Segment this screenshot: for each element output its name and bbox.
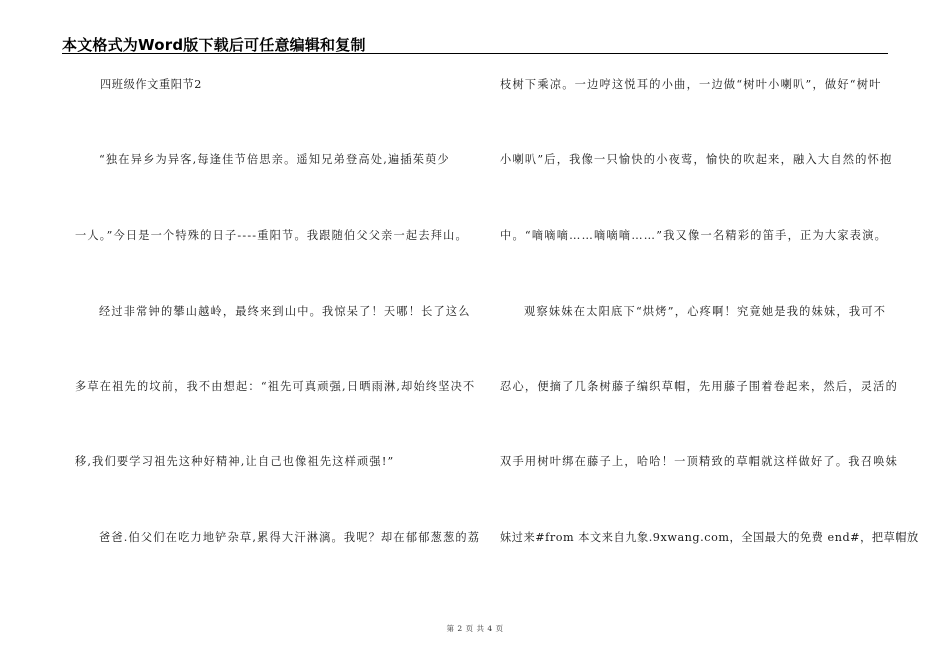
text-line: 移,我们要学习祖先这种好精神,让自己也像祖先这样顽强!” [75,455,395,468]
text-line: 经过非常钟的攀山越岭，最终来到山中。我惊呆了！天哪！长了这么 [99,305,471,318]
text-line: 观察妹妹在太阳底下“烘烤”，心疼啊！究竟她是我的妹妹，我可不 [524,305,887,318]
header-title: 本文格式为Word版下载后可任意编辑和复制 [62,36,366,54]
right-column [500,0,919,672]
text-line: 忍心，便摘了几条树藤子编织草帽，先用藤子围着卷起来，然后，灵活的 [500,380,899,393]
text-line: 多草在祖先的坟前，我不由想起：“祖先可真顽强,日晒雨淋,却始终坚决不 [75,380,476,393]
text-line: 一人。”今日是一个特殊的日子----重阳节。我跟随伯父父亲一起去拜山。 [75,229,468,242]
text-line: 小喇叭”后，我像一只愉快的小夜莺，愉快的吹起来，融入大自然的怀抱 [500,153,893,166]
text-line: 中。“嘀嘀嘀……嘀嘀嘀……”我又像一名精彩的笛手，正为大家表演。 [500,229,888,242]
left-column [75,0,495,672]
text-line: 枝树下乘凉。一边哼这悦耳的小曲，一边做“树叶小喇叭”，做好“树叶 [500,78,882,91]
text-line: 爸爸.伯父们在吃力地铲杂草,累得大汗淋漓。我呢？却在郁郁葱葱的荔 [99,531,481,544]
page-number: 第 2 页 共 4 页 [446,624,504,633]
text-line: 双手用树叶绑在藤子上，哈哈！一顶精致的草帽就这样做好了。我召唤妹 [500,455,899,468]
text-line: “独在异乡为异客,每逢佳节倍思亲。遥知兄弟登高处,遍插茱萸少 [99,153,450,166]
essay-title: 四班级作文重阳节2 [100,78,203,91]
text-line: 妹过来#from 本文来自九象.9xwang.com，全国最大的免费 end#，把草帽放 [500,531,919,544]
